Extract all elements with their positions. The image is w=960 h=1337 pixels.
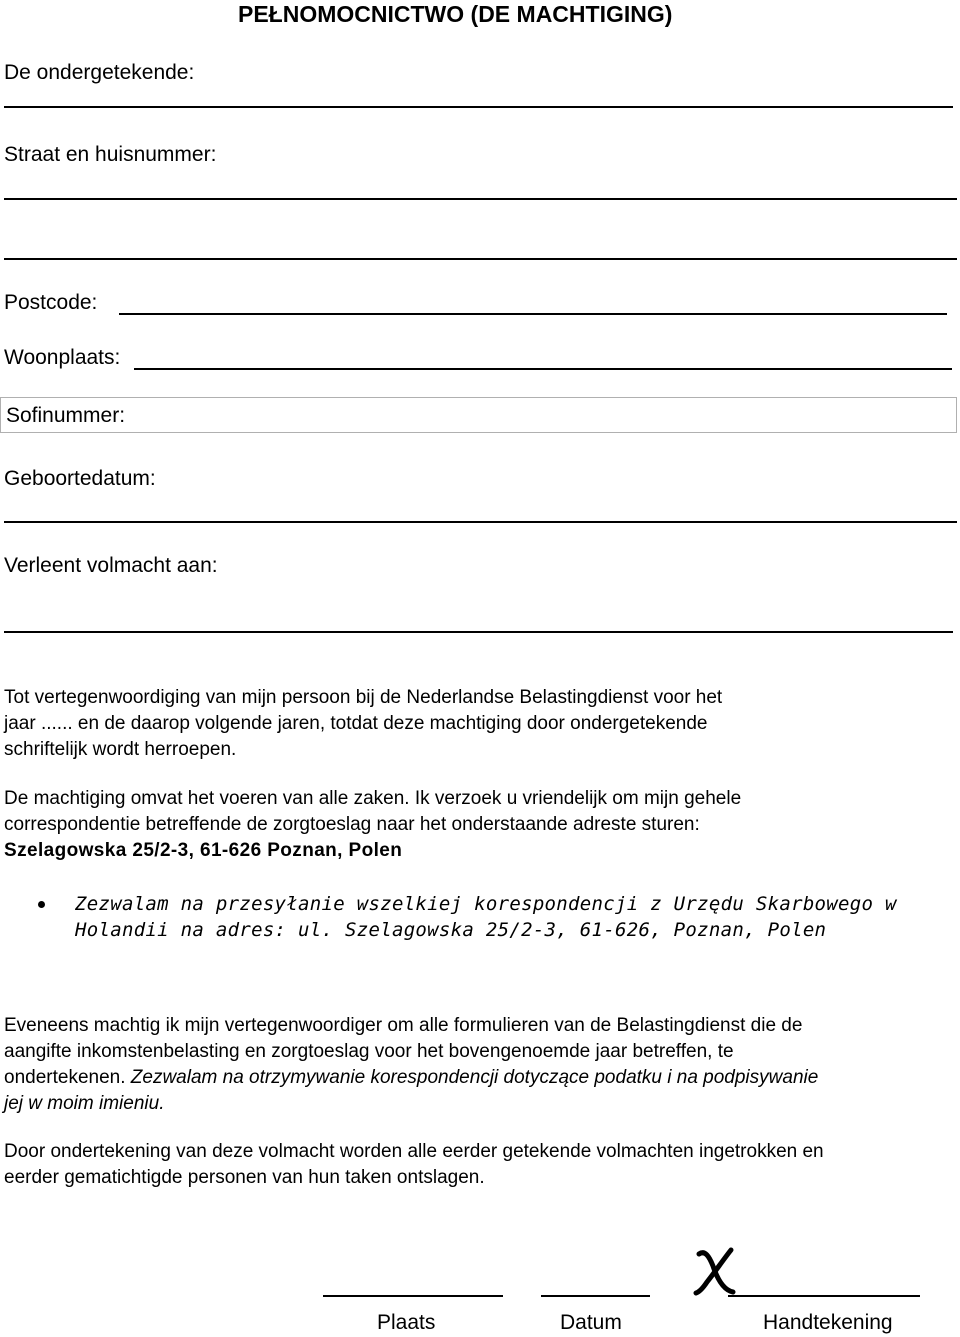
p3-line-3-dutch: ondertekenen. bbox=[4, 1067, 131, 1088]
p4-line-1: Door ondertekening van deze volmacht worden alle eerder getekende volmachten ingetrokken en bbox=[4, 1141, 824, 1162]
p2-line-2: correspondentie betreffende de zorgtoeslag naar het onderstaande adreste sturen: bbox=[4, 814, 700, 835]
geboortedatum-label: Geboortedatum: bbox=[4, 467, 156, 490]
handtekening-label: Handtekening bbox=[763, 1311, 893, 1334]
sofinummer-field[interactable] bbox=[0, 397, 957, 433]
woonplaats-line[interactable] bbox=[134, 368, 952, 370]
paragraph-signing-authority bbox=[4, 1013, 934, 1117]
x-mark-icon bbox=[693, 1246, 739, 1298]
p4-line-2: eerder gematichtigde personen van hun taken ontslagen. bbox=[4, 1167, 485, 1188]
postcode-label: Postcode: bbox=[4, 291, 98, 314]
handtekening-line[interactable] bbox=[728, 1295, 920, 1297]
straat-line-2[interactable] bbox=[4, 258, 957, 260]
bullet-icon bbox=[38, 901, 45, 908]
plaats-label: Plaats bbox=[377, 1311, 436, 1334]
p3-line-3-polish: Zezwalam na otrzymywanie korespondencji dotyczące podatku i na podpisywanie bbox=[130, 1067, 819, 1088]
p1-line-1: Tot vertegenwoordiging van mijn persoon bij de Nederlandse Belastingdienst voor het bbox=[4, 687, 723, 708]
datum-line[interactable] bbox=[541, 1295, 650, 1297]
p1-line-3: schriftelijk wordt herroepen. bbox=[4, 739, 237, 760]
paragraph-revocation bbox=[4, 1139, 934, 1191]
correspondence-address: Szelagowska 25/2-3, 61-626 Poznan, Polen bbox=[4, 840, 403, 861]
postcode-line[interactable] bbox=[119, 313, 947, 315]
bullet-line-1: Zezwalam na przesyłanie wszelkiej korespondencji z Urzędu Skarbowego w bbox=[75, 893, 897, 915]
sofinummer-label: Sofinummer: bbox=[6, 404, 126, 427]
volmacht-label: Verleent volmacht aan: bbox=[4, 554, 218, 577]
p2-line-1: De machtiging omvat het voeren van alle zaken. Ik verzoek u vriendelijk om mijn gehele bbox=[4, 788, 742, 809]
volmacht-line[interactable] bbox=[4, 631, 953, 633]
ondergetekende-line[interactable] bbox=[4, 106, 953, 108]
woonplaats-label: Woonplaats: bbox=[4, 346, 121, 369]
paragraph-scope bbox=[4, 786, 934, 864]
p3-line-4: jej w moim imieniu. bbox=[4, 1093, 165, 1114]
ondergetekende-label: De ondergetekende: bbox=[4, 61, 195, 84]
paragraph-representation bbox=[4, 685, 934, 763]
geboortedatum-line[interactable] bbox=[4, 521, 957, 523]
p1-line-2: jaar ...... en de daarop volgende jaren, totdat deze machtiging door ondergetekende bbox=[4, 713, 708, 734]
straat-label: Straat en huisnummer: bbox=[4, 143, 217, 166]
bullet-line-2: Holandii na adres: ul. Szelagowska 25/2-3, 61-626, Poznan, Polen bbox=[75, 919, 827, 941]
p3-line-1: Eveneens machtig ik mijn vertegenwoordiger om alle formulieren van de Belastingdienst die de bbox=[4, 1015, 803, 1036]
p3-line-2: aangifte inkomstenbelasting en zorgtoeslag voor het bovengenoemde jaar betreffen, te bbox=[4, 1041, 734, 1062]
datum-label: Datum bbox=[560, 1311, 622, 1334]
straat-line-1[interactable] bbox=[4, 198, 957, 200]
plaats-line[interactable] bbox=[323, 1295, 503, 1297]
polish-consent-bullet bbox=[75, 891, 935, 943]
page-title: PEŁNOMOCNICTWO (DE MACHTIGING) bbox=[238, 1, 673, 27]
p3-line-3 bbox=[4, 1065, 934, 1091]
